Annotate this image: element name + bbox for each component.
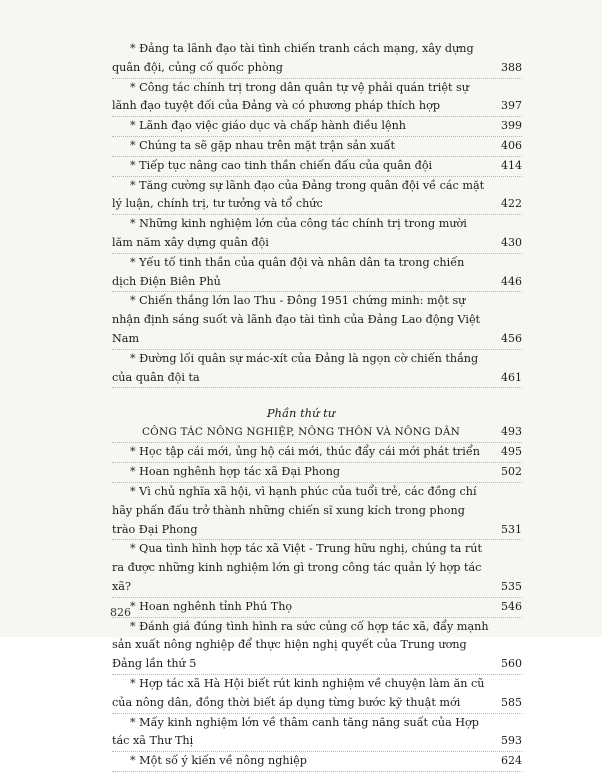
toc-entry (112, 292, 522, 349)
toc-entry (112, 540, 522, 597)
toc-entry-title: * Học tập cái mới, ủng hộ cái mới, thúc đẩy cái mới phát triển (130, 445, 480, 459)
toc-entry-page: 502 (501, 465, 522, 479)
toc-entry (112, 177, 522, 216)
toc-entry-title: * Mấy kinh nghiệm lớn về thâm canh tăng năng suất của Hợp tác xã Thư Thị (112, 715, 479, 748)
toc-entry (112, 618, 522, 675)
toc-entry-title: * Vì chủ nghĩa xã hội, vì hạnh phúc của tuổi trẻ, các đồng chí hãy phấn đấu trở thành những chiến sĩ xung kích trong phong trào Đại Phong (112, 484, 477, 536)
toc-entry-page: 456 (501, 331, 522, 345)
toc-entry-page: 446 (501, 274, 522, 288)
toc-entry (112, 157, 522, 177)
toc-entry-title: * Đường lối quân sự mác-xít của Đảng là ngọn cờ chiến thắng của quân đội ta (112, 351, 479, 384)
toc-entry-page: 593 (501, 734, 522, 748)
toc-entry-title: * Hợp tác xã Hà Hội biết rút kinh nghiệm về chuyện làm ăn cũ của nông dân, đồng thời biết áp dụng từng bước kỹ thuật mới (112, 676, 485, 709)
toc-entry-title: * Hoan nghênh tỉnh Phú Thọ (130, 599, 293, 613)
toc-entry (112, 40, 522, 79)
toc-entry-title: * Yếu tố tinh thần của quân đội và nhân dân ta trong chiến dịch Điện Biên Phủ (112, 255, 465, 288)
toc-entry-page: 461 (501, 370, 522, 384)
toc-entry (112, 117, 522, 137)
toc-entry-page: 422 (501, 197, 522, 211)
toc-entry-page: 531 (501, 522, 522, 536)
toc-entry-title: * Qua tình hình hợp tác xã Việt - Trung hữu nghị, chúng ta rút ra được những kinh nghiệm lớn gì trong công tác quản lý hợp tác xã? (112, 542, 482, 593)
toc-entry-title: * Hoan nghênh hợp tác xã Đại Phong (130, 465, 341, 479)
toc-entry-page: 399 (501, 119, 522, 133)
toc-entry (112, 215, 522, 254)
toc-entry (112, 463, 522, 483)
toc-entry-page: 624 (501, 754, 522, 768)
toc-entry-title: * Đảng ta lãnh đạo tài tình chiến tranh cách mạng, xây dựng quân đội, củng cố quốc phòng (112, 42, 474, 74)
section-heading (112, 422, 522, 443)
toc-entry-page: 414 (501, 158, 522, 172)
toc-entry-title: * Đánh giá đúng tình hình ra sức củng cố hợp tác xã, đẩy mạnh sản xuất nông nghiệp để thực hiện nghị quyết của Trung ương Đảng lần thứ 5 (112, 619, 489, 671)
part-heading: Phần thứ tư (266, 406, 336, 421)
toc-entry (112, 714, 522, 753)
toc-entry (112, 350, 522, 389)
toc-entry (112, 79, 522, 118)
toc-entry (112, 483, 522, 540)
toc-entry-title: * Chúng ta sẽ gặp nhau trên mặt trận sản xuất (130, 138, 395, 152)
toc-entry-page: 585 (501, 695, 522, 709)
toc-entry-page: 560 (501, 657, 522, 671)
toc-entry (112, 752, 522, 772)
toc-entry-title: * Lãnh đạo việc giáo dục và chấp hành điều lệnh (130, 119, 406, 133)
table-of-contents (112, 40, 522, 772)
toc-entry (112, 443, 522, 463)
section-heading-text: CÔNG TÁC NÔNG NGHIỆP, NÔNG THÔN VÀ NÔNG DÂN (141, 426, 461, 439)
toc-entry-page: 397 (501, 99, 522, 113)
toc-entry-page: 495 (501, 445, 522, 459)
toc-entry-page: 430 (501, 235, 522, 249)
toc-entry-page: 406 (501, 138, 522, 152)
toc-entry (112, 675, 522, 714)
toc-entry-title: * Tiếp tục nâng cao tinh thần chiến đấu của quân đội (130, 158, 433, 172)
toc-entry (112, 254, 522, 293)
section-heading-page: 493 (501, 425, 522, 439)
toc-entry-title: * Một số ý kiến về nông nghiệp (130, 754, 307, 768)
toc-entry-title: * Chiến thắng lớn lao Thu - Đông 1951 chứng minh: một sự nhận định sáng suốt và lãnh đạo tài tình của Đảng Lao động Việt Nam (112, 294, 481, 345)
toc-entry-page: 388 (501, 60, 522, 74)
toc-entry-title: * Những kinh nghiệm lớn của công tác chính trị trong mười lăm năm xây dựng quân đội (112, 217, 467, 249)
toc-entry-page: 535 (501, 579, 522, 593)
toc-entry-title: * Công tác chính trị trong dân quân tự vệ phải quán triệt sự lãnh đạo tuyệt đối của Đảng và có phương pháp thích hợp (112, 80, 470, 113)
toc-entry (112, 598, 522, 618)
page-number: 826 (110, 606, 131, 619)
toc-entry-page: 546 (501, 599, 522, 613)
toc-entry (112, 137, 522, 157)
toc-entry-title: * Tăng cường sự lãnh đạo của Đảng trong quân đội về các mặt lý luận, chính trị, tư tưởng và tổ chức (112, 178, 485, 211)
